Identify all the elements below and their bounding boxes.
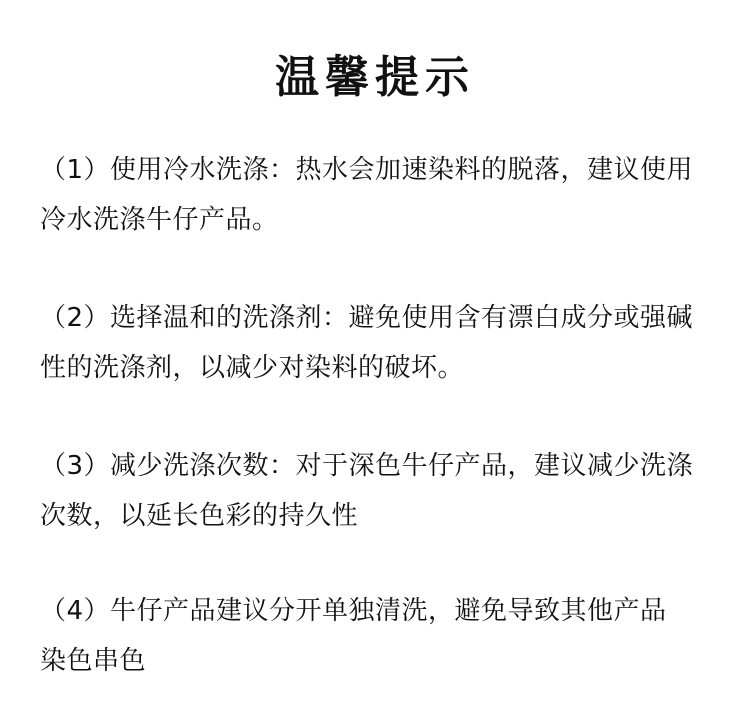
tip-item-3: [40, 441, 712, 541]
tip-4-line-1: （4）牛仔产品建议分开单独清洗，避免导致其他产品: [40, 596, 667, 626]
tip-item-2: [40, 293, 712, 393]
tip-item-4: [40, 586, 712, 686]
tip-item-1: [40, 145, 712, 245]
tip-4-line-2: 染色串色: [40, 646, 147, 676]
page-title: 温馨提示: [275, 52, 475, 103]
tip-2-line-1: （2）选择温和的洗涤剂：避免使用含有漂白成分或强碱: [40, 303, 694, 333]
tip-2-line-2: 性的洗涤剂，以减少对染料的破坏。: [40, 353, 465, 383]
tip-1-line-2: 冷水洗涤牛仔产品。: [40, 205, 279, 235]
tip-3-line-2: 次数，以延长色彩的持久性: [40, 501, 359, 531]
tip-1-line-1: （1）使用冷水洗涤：热水会加速染料的脱落，建议使用: [40, 155, 694, 185]
tip-3-line-1: （3）减少洗涤次数：对于深色牛仔产品，建议减少洗涤: [40, 451, 694, 481]
